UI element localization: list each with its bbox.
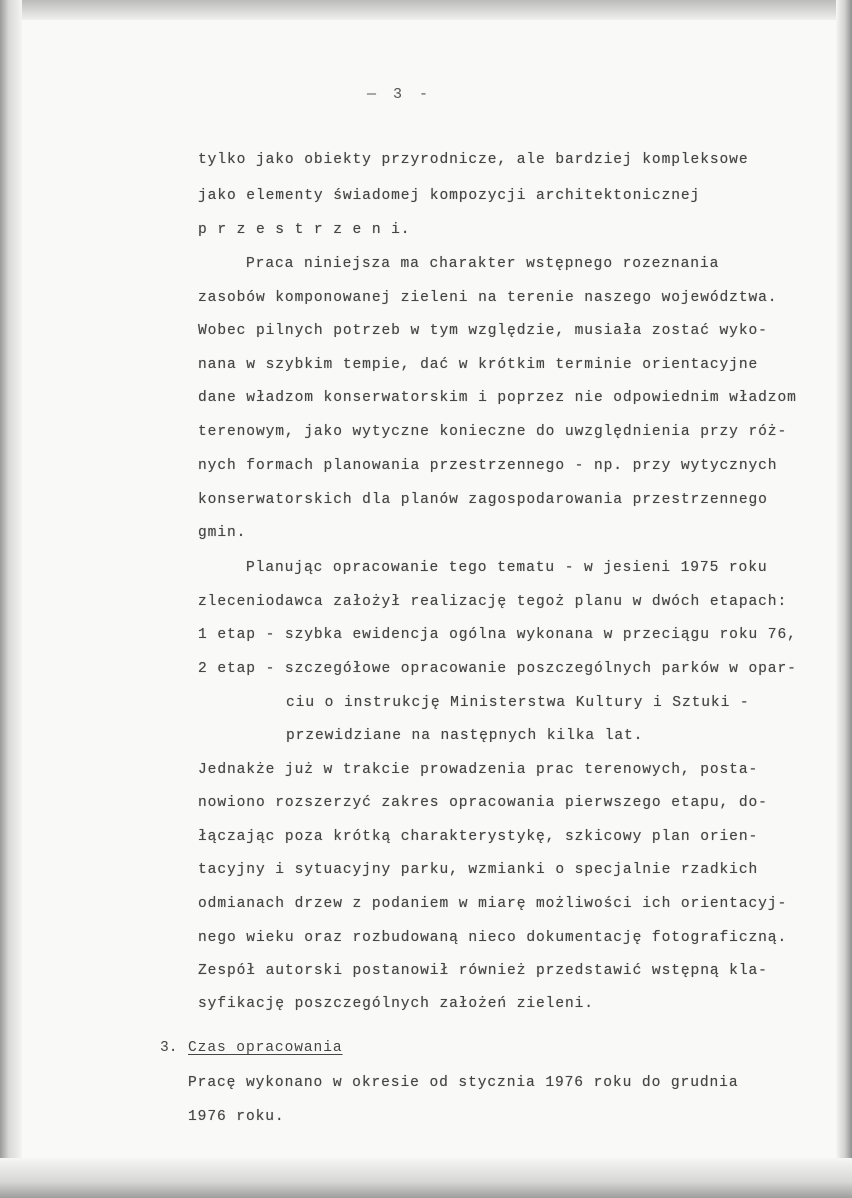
text-line: p r z e s t r z e n i.: [198, 222, 411, 238]
text-line: nana w szybkim tempie, dać w krótkim terminie orientacyjne: [198, 357, 759, 373]
section-number: 3.: [160, 1040, 178, 1056]
section-heading: Czas opracowania: [188, 1040, 343, 1056]
text-line: zasobów komponowanej zieleni na terenie naszego województwa.: [198, 290, 778, 306]
text-line: ciu o instrukcję Ministerstwa Kultury i Sztuki -: [286, 695, 750, 711]
text-line: Jednakże już w trakcie prowadzenia prac terenowych, posta-: [198, 762, 759, 778]
scan-edge-left: [0, 0, 22, 1198]
text-line: łączając poza krótką charakterystykę, szkicowy plan orien-: [198, 829, 759, 845]
text-line: jako elementy świadomej kompozycji architektonicznej: [198, 188, 701, 204]
text-line: nego wieku oraz rozbudowaną nieco dokumentację fotograficzną.: [198, 930, 788, 946]
text-line: syfikację poszczególnych założeń zieleni.: [198, 996, 594, 1012]
text-line: 1 etap - szybka ewidencja ogólna wykonana w przeciągu roku 76,: [198, 627, 797, 643]
scan-edge-bottom: [0, 1158, 852, 1198]
text-line: odmianach drzew z podaniem w miarę możliwości ich orientacyj-: [198, 896, 788, 912]
text-line: tylko jako obiekty przyrodnicze, ale bardziej kompleksowe: [198, 152, 749, 168]
text-line: terenowym, jako wytyczne konieczne do uwzględnienia przy róż-: [198, 424, 788, 440]
text-line: nych formach planowania przestrzennego - np. przy wytycznych: [198, 458, 778, 474]
scan-edge-right: [836, 0, 852, 1198]
text-line: dane władzom konserwatorskim i poprzez nie odpowiednim władzom: [198, 390, 797, 406]
text-line: konserwatorskich dla planów zagospodarowania przestrzennego: [198, 492, 768, 508]
text-line: Zespół autorski postanowił również przedstawić wstępną kla-: [198, 963, 768, 979]
text-line: 1976 roku.: [188, 1109, 285, 1125]
text-line: Praca niniejsza ma charakter wstępnego rozeznania: [246, 256, 720, 272]
page-number: — 3 -: [367, 86, 433, 103]
text-line: przewidziane na następnych kilka lat.: [286, 728, 644, 744]
text-line: 2 etap - szczegółowe opracowanie poszczególnych parków w opar-: [198, 661, 797, 677]
text-line: zleceniodawca założył realizację tegoż planu w dwóch etapach:: [198, 594, 788, 610]
text-line: nowiono rozszerzyć zakres opracowania pierwszego etapu, do-: [198, 795, 768, 811]
text-line: Pracę wykonano w okresie od stycznia 1976 roku do grudnia: [188, 1075, 739, 1091]
text-line: Planując opracowanie tego tematu - w jesieni 1975 roku: [246, 560, 768, 576]
scan-edge-top: [0, 0, 852, 20]
text-line: gmin.: [198, 525, 247, 541]
text-line: tacyjny i sytuacyjny parku, wzmianki o specjalnie rzadkich: [198, 862, 759, 878]
text-line: Wobec pilnych potrzeb w tym względzie, musiała zostać wyko-: [198, 323, 768, 339]
